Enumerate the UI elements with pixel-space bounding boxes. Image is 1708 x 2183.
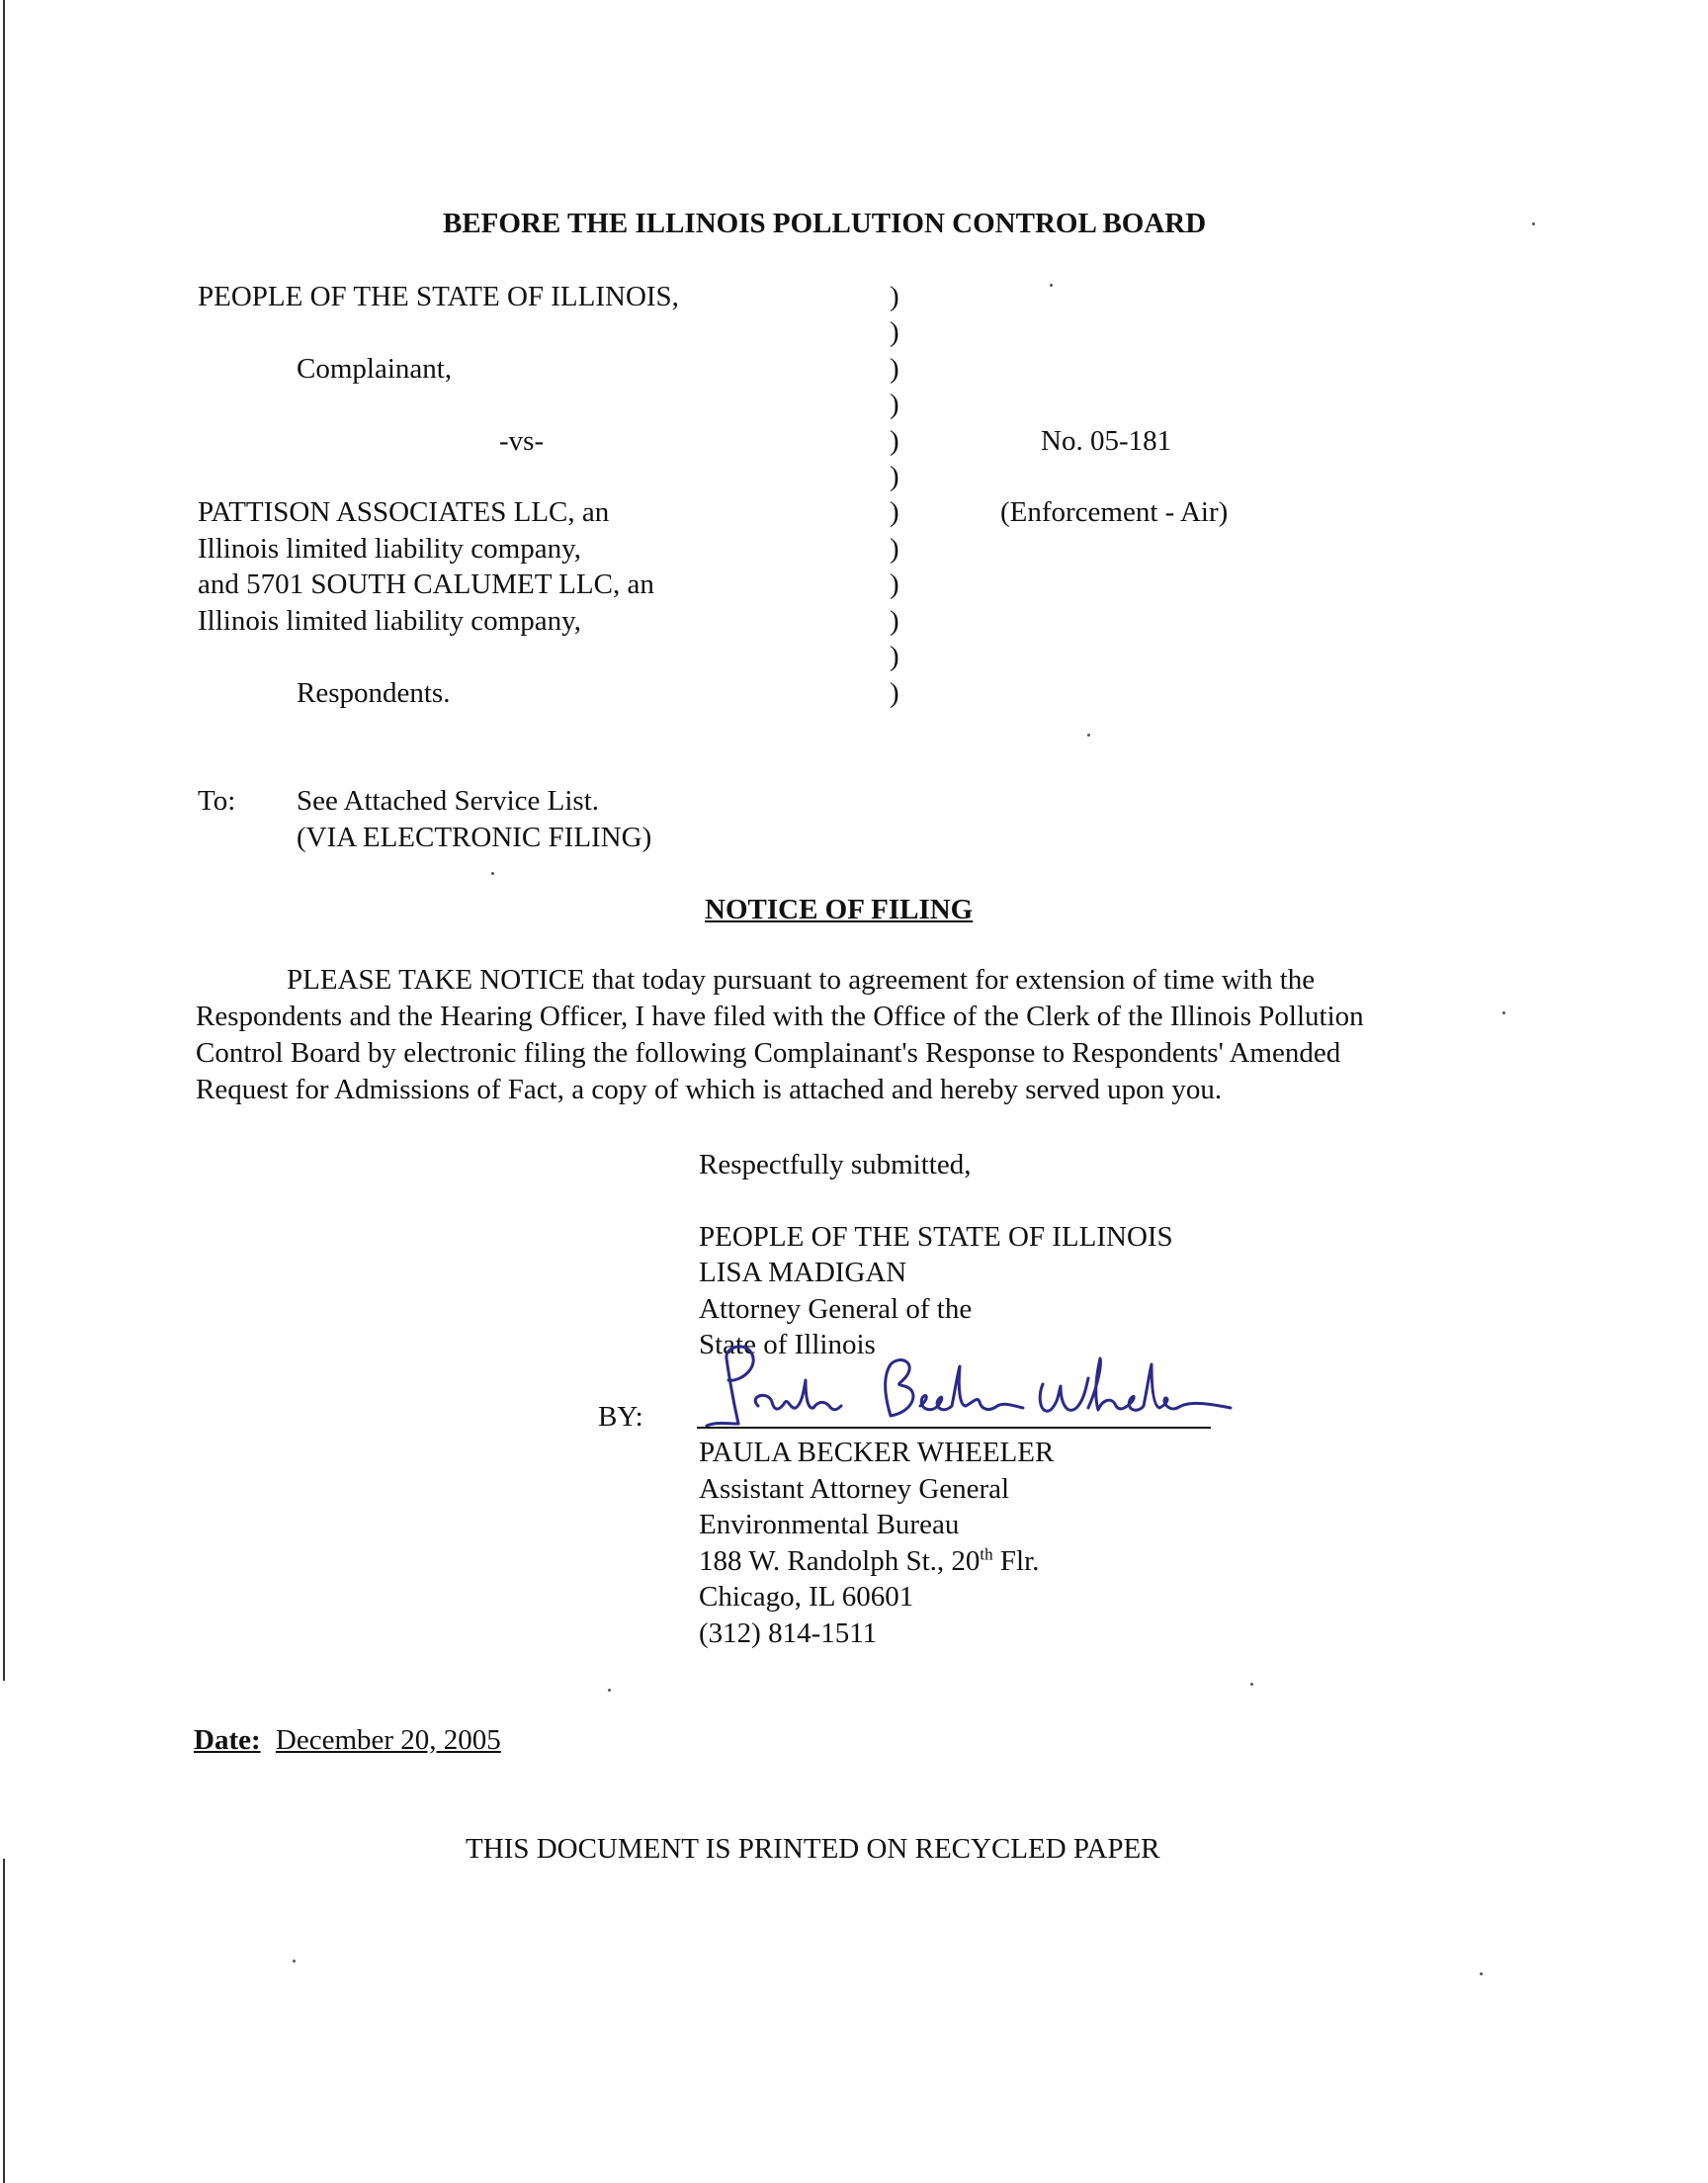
respondent-line-3: and 5701 SOUTH CALUMET LLC, an bbox=[198, 568, 654, 600]
signature-title-2: State of Illinois bbox=[699, 1329, 876, 1360]
notice-line-4: Request for Admissions of Fact, a copy of which is attached and hereby served upon you. bbox=[196, 1074, 1223, 1105]
caption-paren: ) bbox=[890, 568, 899, 600]
recycled-paper-footer: THIS DOCUMENT IS PRINTED ON RECYCLED PAPER bbox=[466, 1833, 1160, 1865]
scan-edge-bottom bbox=[3, 1859, 5, 2183]
scan-speck bbox=[491, 872, 494, 875]
to-line-1: See Attached Service List. bbox=[297, 785, 600, 817]
scan-speck bbox=[608, 1689, 611, 1692]
notice-line-2: Respondents and the Hearing Officer, I have filed with the Office of the Clerk of the Illinois Pollution bbox=[196, 1001, 1364, 1032]
scan-speck bbox=[1087, 734, 1090, 737]
caption-paren: ) bbox=[890, 461, 899, 492]
respondent-line-1: PATTISON ASSOCIATES LLC, an bbox=[198, 496, 610, 528]
signer-phone: (312) 814-1511 bbox=[699, 1617, 878, 1649]
caption-paren: ) bbox=[890, 281, 899, 312]
notice-title: NOTICE OF FILING bbox=[705, 894, 974, 925]
caption-paren: ) bbox=[890, 677, 899, 709]
caption-paren: ) bbox=[890, 389, 899, 420]
address-street: 188 W. Randolph St., 20 bbox=[699, 1545, 981, 1577]
caption-paren: ) bbox=[890, 425, 899, 457]
handwritten-signature bbox=[697, 1337, 1250, 1436]
signer-title: Assistant Attorney General bbox=[699, 1473, 1010, 1505]
signature-party: PEOPLE OF THE STATE OF ILLINOIS bbox=[699, 1221, 1173, 1253]
date-value: December 20, 2005 bbox=[275, 1724, 501, 1756]
scan-speck bbox=[293, 1960, 296, 1963]
versus-label: -vs- bbox=[499, 425, 545, 457]
complainant-party: PEOPLE OF THE STATE OF ILLINOIS, bbox=[198, 281, 679, 312]
scan-speck bbox=[1532, 222, 1535, 225]
by-label: BY: bbox=[598, 1401, 643, 1433]
complainant-role: Complainant, bbox=[297, 353, 453, 385]
notice-body bbox=[196, 962, 1481, 1108]
scan-edge-top bbox=[3, 0, 5, 1681]
caption-paren: ) bbox=[890, 641, 899, 672]
scan-speck bbox=[1480, 1972, 1483, 1975]
page-heading: BEFORE THE ILLINOIS POLLUTION CONTROL BOARD bbox=[443, 208, 1207, 239]
to-line-2: (VIA ELECTRONIC FILING) bbox=[297, 822, 652, 853]
date-label: Date: bbox=[194, 1724, 261, 1756]
closing-text: Respectfully submitted, bbox=[699, 1149, 972, 1180]
caption-paren: ) bbox=[890, 605, 899, 637]
case-type: (Enforcement - Air) bbox=[1000, 496, 1229, 528]
caption-paren: ) bbox=[890, 316, 899, 348]
notice-line-3: Control Board by electronic filing the following Complainant's Response to Respondents' Amended bbox=[196, 1037, 1341, 1069]
scan-speck bbox=[1250, 1683, 1253, 1686]
scan-speck bbox=[1050, 284, 1053, 287]
respondent-role: Respondents. bbox=[297, 677, 451, 709]
respondent-line-2: Illinois limited liability company, bbox=[198, 533, 581, 565]
address-sup: th bbox=[980, 1544, 993, 1564]
caption-paren: ) bbox=[890, 353, 899, 385]
respondent-line-4: Illinois limited liability company, bbox=[198, 605, 581, 637]
signature-line bbox=[697, 1427, 1211, 1429]
signature-title-1: Attorney General of the bbox=[699, 1293, 973, 1325]
date-line bbox=[194, 1722, 501, 1758]
caption-paren: ) bbox=[890, 533, 899, 565]
signature-name: LISA MADIGAN bbox=[699, 1257, 907, 1288]
signer-city: Chicago, IL 60601 bbox=[699, 1581, 914, 1613]
case-number: No. 05-181 bbox=[1041, 425, 1172, 457]
signer-name: PAULA BECKER WHEELER bbox=[699, 1437, 1055, 1468]
notice-line-1: PLEASE TAKE NOTICE that today pursuant to agreement for extension of time with the bbox=[287, 964, 1316, 996]
scan-speck bbox=[1502, 1011, 1505, 1014]
signer-address bbox=[699, 1543, 1039, 1579]
signer-bureau: Environmental Bureau bbox=[699, 1509, 960, 1540]
to-label: To: bbox=[198, 785, 236, 817]
caption-paren: ) bbox=[890, 496, 899, 528]
address-floor: Flr. bbox=[992, 1545, 1040, 1577]
